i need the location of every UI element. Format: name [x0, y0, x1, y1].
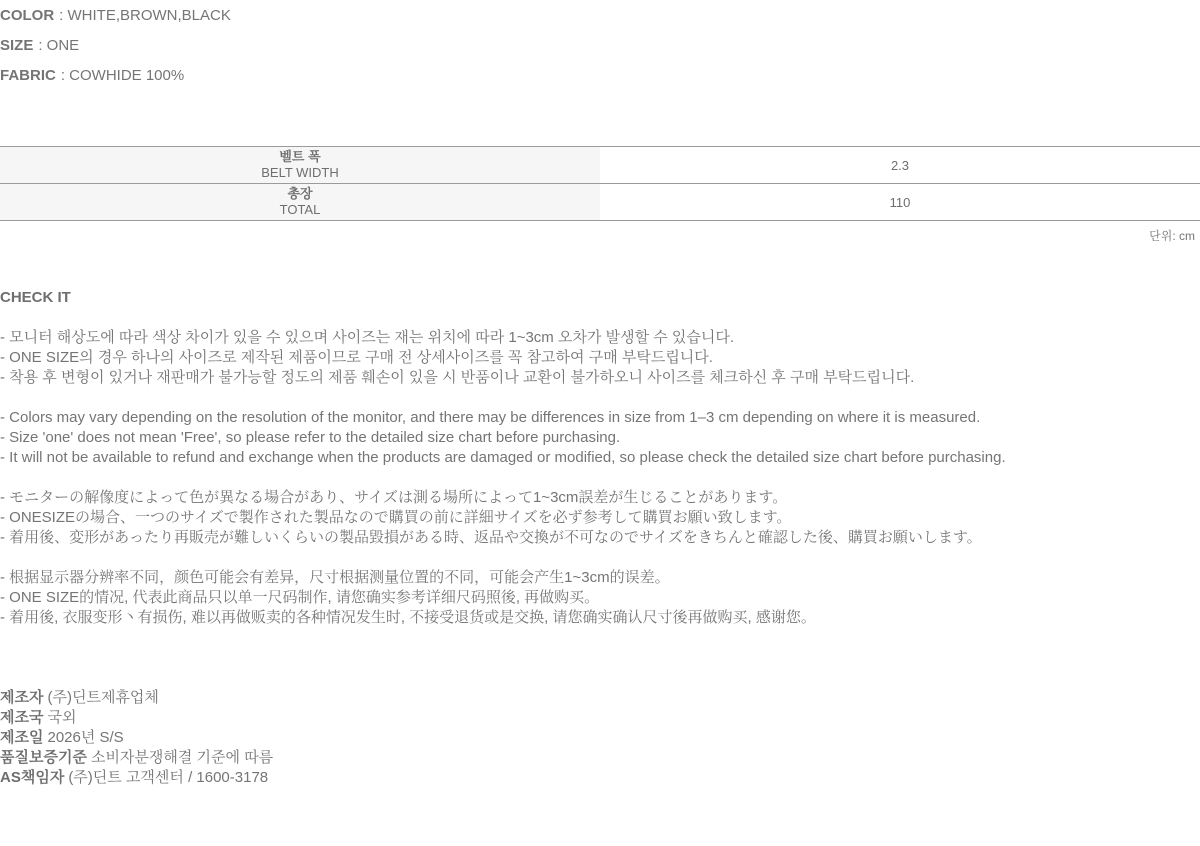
notice-group-japanese: [0, 488, 1200, 548]
size-chart-table: [0, 146, 1200, 221]
notice-line: - 着用後, 衣服变形丶有损伤, 难以再做贩卖的各种情况发生时, 不接受退货或是交换, 请您确实确认尺寸後再做购买, 感谢您。: [0, 609, 816, 626]
fabric-value: : COWHIDE 100%: [60, 66, 185, 84]
total-length-header-cell: [0, 184, 600, 221]
belt-width-value-cell: 2.3: [600, 147, 1200, 184]
belt-width-header-cell: [0, 147, 600, 184]
warranty-label: 품질보증기준: [0, 749, 87, 766]
notice-group-korean: [0, 328, 1200, 388]
product-color-line: [0, 0, 1200, 30]
warranty-value: 소비자분쟁해결 기준에 따름: [90, 749, 274, 766]
belt-width-label-kr: 벨트 폭: [279, 149, 321, 164]
table-row: [0, 184, 1200, 221]
production-date-label: 제조일: [0, 729, 44, 746]
unit-note: 단위: cm: [1149, 229, 1195, 243]
notice-line: - ONE SIZE的情况, 代表此商品只以单一尺码制作, 请您确实参考详细尺码照後, 再做购买。: [0, 589, 600, 606]
as-contact-label: AS책임자: [0, 769, 65, 786]
country-line: [0, 708, 1200, 728]
notice-line: - ONE SIZE의 경우 하나의 사이즈로 제작된 제품이므로 구매 전 상세사이즈를 꼭 참고하여 구매 부탁드립니다.: [0, 349, 713, 366]
color-label: COLOR: [0, 6, 55, 24]
manufacturer-value: (주)딘트제휴업체: [47, 689, 159, 706]
product-fabric-line: [0, 60, 1200, 90]
manufacturer-label: 제조자: [0, 689, 44, 706]
notice-line: - Colors may vary depending on the resolution of the monitor, and there may be differences in size from 1–3 cm depending on where it is measured.: [0, 409, 981, 426]
country-value: 국외: [47, 709, 77, 726]
notice-line: - ONESIZEの場合、一つのサイズで製作された製品なので購買の前に詳細サイズを必ず参考して購買お願い致します。: [0, 509, 792, 526]
size-label: SIZE: [0, 36, 34, 54]
color-value: : WHITE,BROWN,BLACK: [59, 6, 231, 24]
notice-line: - 착용 후 변형이 있거나 재판매가 불가능할 정도의 제품 훼손이 있을 시 반품이나 교환이 불가하오니 사이즈를 체크하신 후 구매 부탁드립니다.: [0, 369, 915, 386]
manufacturer-line: [0, 688, 1200, 708]
check-it-heading: CHECK IT: [0, 289, 71, 306]
product-info-section: [0, 0, 1200, 90]
production-date-line: [0, 728, 1200, 748]
total-length-label-kr: 총장: [287, 186, 313, 201]
country-label: 제조국: [0, 709, 44, 726]
notice-line: - 根据显示器分辨率不同，颜色可能会有差异，尺寸根据测量位置的不同，可能会产生1~3cm的误差。: [0, 569, 670, 586]
total-length-label-en: TOTAL: [279, 202, 321, 217]
belt-width-label-en: BELT WIDTH: [261, 165, 339, 180]
table-row: [0, 147, 1200, 184]
notice-line: - It will not be available to refund and exchange when the products are damaged or modified, so please check the detailed size chart before purchasing.: [0, 449, 1006, 466]
notice-line: - モニターの解像度によって色が異なる場合があり、サイズは測る場所によって1~3cm誤差が生じることがあります。: [0, 489, 788, 506]
production-date-value: 2026년 S/S: [47, 729, 124, 746]
product-size-line: [0, 30, 1200, 60]
manufacturer-info-section: [0, 688, 1200, 788]
fabric-label: FABRIC: [0, 66, 56, 84]
size-value: : ONE: [38, 36, 80, 54]
as-contact-value: (주)딘트 고객센터 / 1600-3178: [68, 769, 269, 786]
notice-group-english: [0, 408, 1200, 468]
total-length-value-cell: 110: [600, 184, 1200, 221]
notice-line: - 着用後、変形があったり再販売が難しいくらいの製品毀損がある時、返品や交換が不可なのでサイズをきちんと確認した後、購買お願いします。: [0, 529, 982, 546]
as-contact-line: [0, 768, 1200, 788]
notice-line: - Size 'one' does not mean 'Free', so please refer to the detailed size chart before purchasing.: [0, 429, 621, 446]
notice-line: - 모니터 해상도에 따라 색상 차이가 있을 수 있으며 사이즈는 재는 위치에 따라 1~3cm 오차가 발생할 수 있습니다.: [0, 329, 735, 346]
notice-group-chinese: [0, 568, 1200, 628]
warranty-line: [0, 748, 1200, 768]
